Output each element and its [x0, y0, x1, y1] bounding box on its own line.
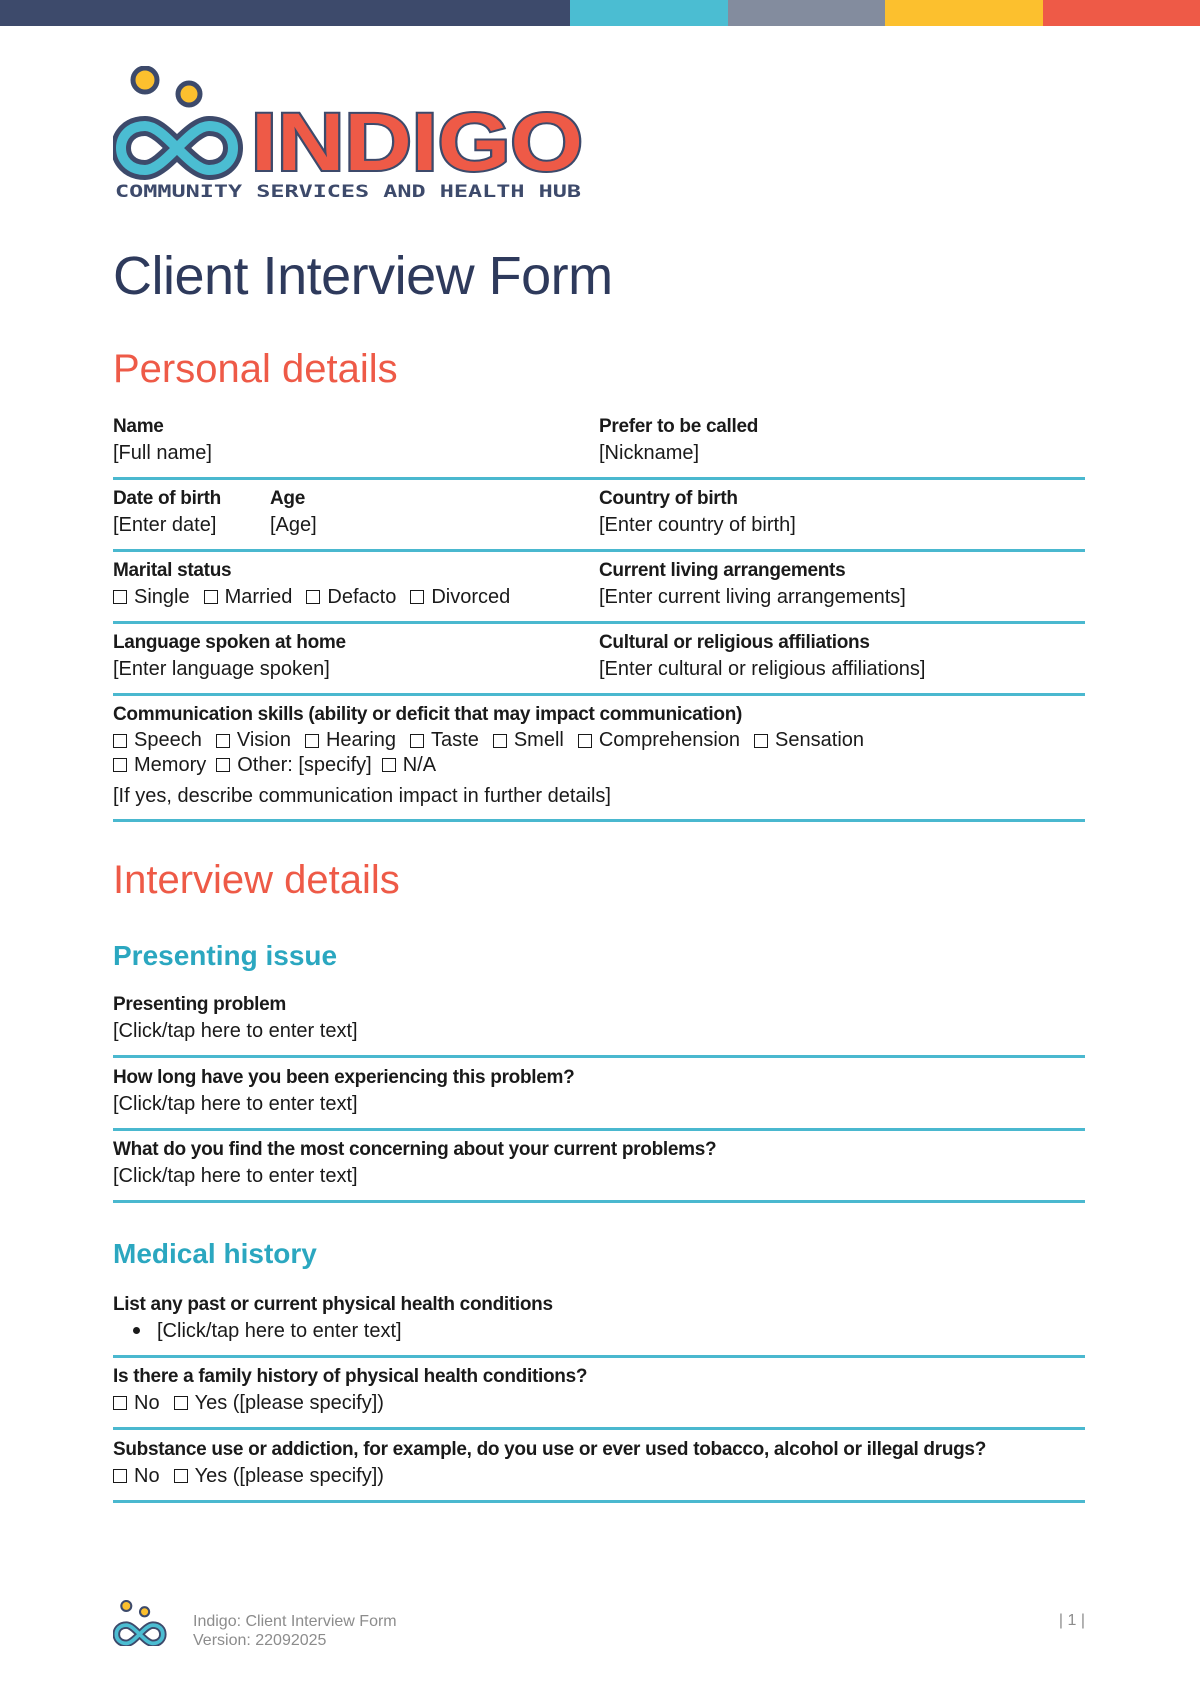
living-label: Current living arrangements [599, 560, 846, 581]
checkbox-icon [216, 758, 230, 772]
checkbox-icon [113, 734, 127, 748]
communication-option[interactable]: Smell [493, 729, 564, 752]
substance-row [113, 1438, 1085, 1503]
communication-option[interactable]: Hearing [305, 729, 396, 752]
substance-label: Substance use or addiction, for example, do you use or ever used tobacco, alcohol or illegal drugs? [113, 1439, 987, 1460]
color-bar-gray [728, 0, 885, 26]
marital-options [113, 583, 524, 612]
checkbox-icon [410, 734, 424, 748]
concern-label: What do you find the most concerning about your current problems? [113, 1139, 717, 1160]
concern-row [113, 1138, 1085, 1203]
marital-option[interactable]: Married [204, 583, 293, 611]
color-bar-navy [0, 0, 570, 26]
dob-label: Date of birth [113, 488, 221, 509]
medical-history-heading: Medical history [113, 1238, 317, 1269]
substance-options [113, 1462, 986, 1491]
footer-doc-name: Indigo: Client Interview Form [193, 1613, 397, 1630]
checkbox-icon [204, 590, 218, 604]
checkbox-icon [306, 590, 320, 604]
communication-note-field[interactable]: [If yes, describe communication impact in further details] [113, 785, 611, 807]
checkbox-icon [113, 1396, 127, 1410]
family-option-no[interactable]: No [113, 1389, 160, 1417]
interview-details-heading: Interview details [113, 858, 400, 902]
family-history-row [113, 1365, 1085, 1430]
infinity-people-icon [121, 68, 233, 170]
language-field[interactable]: [Enter language spoken] [113, 658, 330, 680]
communication-option[interactable]: Memory [113, 754, 206, 777]
marital-option[interactable]: Divorced [410, 583, 510, 611]
conditions-row [113, 1293, 1085, 1358]
checkbox-icon [493, 734, 507, 748]
presenting-issue-heading: Presenting issue [113, 940, 338, 971]
color-bar-red [1043, 0, 1200, 26]
page-title: Client Interview Form [113, 246, 613, 306]
cultural-field[interactable]: [Enter cultural or religious affiliations] [599, 658, 926, 680]
dob-field[interactable]: [Enter date] [113, 514, 217, 536]
name-field[interactable]: [Full name] [113, 442, 212, 464]
howlong-field[interactable]: [Click/tap here to enter text] [113, 1093, 358, 1115]
marital-row [113, 559, 1085, 624]
footer-version: Version: 22092025 [193, 1632, 327, 1649]
marital-label: Marital status [113, 560, 232, 581]
conditions-list-item[interactable]: [Click/tap here to enter text] [113, 1317, 553, 1345]
communication-row [113, 703, 1085, 822]
checkbox-icon [174, 1469, 188, 1483]
marital-option[interactable]: Defacto [306, 583, 396, 611]
language-label: Language spoken at home [113, 632, 346, 653]
color-bar-teal [570, 0, 728, 26]
indigo-logo [113, 66, 583, 206]
checkbox-icon [216, 734, 230, 748]
communication-options-1 [113, 729, 878, 754]
problem-label: Presenting problem [113, 994, 287, 1015]
communication-option[interactable]: Sensation [754, 729, 864, 752]
substance-option-no[interactable]: No [113, 1462, 160, 1490]
family-history-label: Is there a family history of physical health conditions? [113, 1366, 588, 1387]
color-bar-yellow [885, 0, 1043, 26]
communication-option[interactable]: N/A [382, 754, 436, 777]
cultural-label: Cultural or religious affiliations [599, 632, 870, 653]
substance-option-yes[interactable]: Yes ([please specify]) [174, 1462, 384, 1490]
checkbox-icon [410, 590, 424, 604]
checkbox-icon [305, 734, 319, 748]
country-label: Country of birth [599, 488, 738, 509]
communication-options-2 [113, 754, 878, 779]
communication-option[interactable]: Speech [113, 729, 202, 752]
birth-row [113, 487, 1085, 552]
nickname-field[interactable]: [Nickname] [599, 442, 700, 464]
language-row [113, 631, 1085, 696]
family-option-yes[interactable]: Yes ([please specify]) [174, 1389, 384, 1417]
living-field[interactable]: [Enter current living arrangements] [599, 586, 906, 608]
logo-tagline: COMMUNITY SERVICES AND HEALTH HUB [115, 182, 581, 202]
communication-option[interactable]: Comprehension [578, 729, 740, 752]
name-row [113, 415, 1085, 480]
conditions-label: List any past or current physical health conditions [113, 1294, 553, 1315]
footer-logo-icon [113, 1600, 167, 1646]
problem-row [113, 993, 1085, 1058]
marital-option[interactable]: Single [113, 583, 190, 611]
checkbox-icon [754, 734, 768, 748]
howlong-label: How long have you been experiencing this problem? [113, 1067, 575, 1088]
bullet-icon [133, 1327, 140, 1334]
checkbox-icon [174, 1396, 188, 1410]
name-label: Name [113, 416, 164, 437]
top-color-bar [0, 0, 1200, 26]
checkbox-icon [578, 734, 592, 748]
personal-details-heading: Personal details [113, 347, 398, 391]
howlong-row [113, 1066, 1085, 1131]
checkbox-icon [382, 758, 396, 772]
communication-option[interactable]: Other: [specify] [216, 754, 372, 777]
concern-field[interactable]: [Click/tap here to enter text] [113, 1165, 358, 1187]
logo-wordmark: INDIGO [251, 97, 583, 188]
communication-label: Communication skills (ability or deficit that may impact communication) [113, 704, 743, 725]
checkbox-icon [113, 758, 127, 772]
page-number: | 1 | [1058, 1612, 1085, 1629]
country-field[interactable]: [Enter country of birth] [599, 514, 796, 536]
family-history-options [113, 1389, 587, 1418]
checkbox-icon [113, 590, 127, 604]
checkbox-icon [113, 1469, 127, 1483]
communication-option[interactable]: Taste [410, 729, 479, 752]
age-field[interactable]: [Age] [270, 514, 317, 536]
problem-field[interactable]: [Click/tap here to enter text] [113, 1020, 358, 1042]
communication-option[interactable]: Vision [216, 729, 291, 752]
footer-text [193, 1612, 397, 1650]
age-label: Age [270, 488, 305, 509]
nickname-label: Prefer to be called [599, 416, 759, 437]
